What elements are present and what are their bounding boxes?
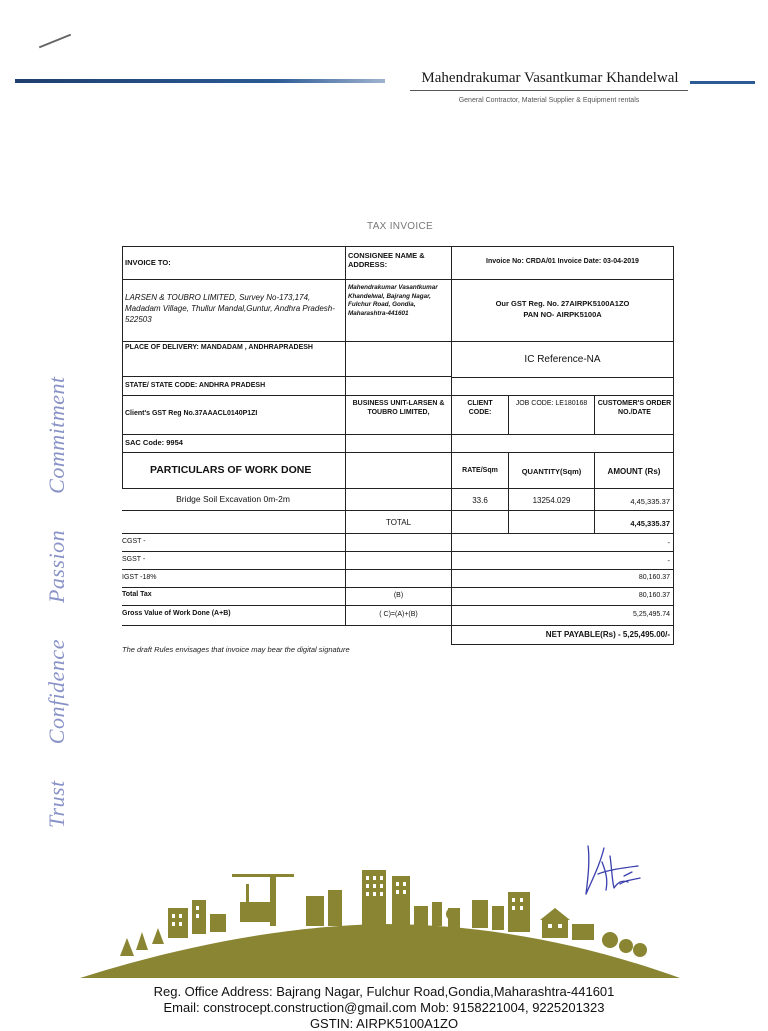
ic-reference: IC Reference-NA (524, 354, 601, 365)
value-passion: Passion (44, 529, 69, 604)
invoice-number-date: Invoice No: CRDA/01 Invoice Date: 03-04-2019 (486, 258, 639, 265)
igst-label: IGST -18% (122, 574, 157, 581)
footnote: The draft Rules envisages that invoice may bear the digital signature (122, 645, 350, 654)
gross-value-code: ( C)=(A)+(B) (379, 611, 418, 618)
contact-details: Email: constrocept.construction@gmail.com Mob: 9158221004, 9225201323 (163, 1000, 605, 1015)
sac-code: SAC Code: 9954 (125, 438, 183, 447)
value-commitment: Commitment (44, 376, 69, 494)
company-tagline: General Contractor, Material Supplier & Equipment rentals (458, 97, 640, 104)
cgst-value: - (667, 538, 670, 547)
gstin: GSTIN: AIRPK5100A1ZO (309, 1016, 459, 1031)
business-unit: BUSINESS UNIT-LARSEN & TOUBRO LIMITED, (352, 400, 445, 416)
invoice-table (122, 246, 674, 646)
values-watermark (44, 346, 70, 828)
item-amount: 4,45,335.37 (630, 497, 670, 506)
consignee-address: Mahendrakumar Vasantkumar Khandelwal, Bajrang Nagar, Fulchur Road, Gondia, Maharashtra-441601 (348, 284, 438, 317)
header-rule-right (690, 81, 755, 84)
company-name: Mahendrakumar Vasantkumar Khandelwal (421, 70, 679, 86)
total-tax-value: 80,160.37 (638, 592, 670, 599)
company-underline (410, 90, 688, 91)
our-gst-number: Our GST Reg. No. 27AIRPK5100A1ZO (495, 299, 630, 308)
gross-value-label: Gross Value of Work Done (A+B) (122, 610, 231, 617)
value-confidence: Confidence (44, 639, 69, 745)
office-address: Reg. Office Address: Bajrang Nagar, Fulchur Road,Gondia,Maharashtra-441601 (153, 984, 615, 999)
customer-order-label: CUSTOMER'S ORDER NO./DATE (597, 400, 672, 416)
particulars-header: PARTICULARS OF WORK DONE (150, 464, 312, 476)
client-code-label: CLIENT CODE: (467, 400, 493, 416)
client-gst-number: Client's GST Reg No.37AAACL0140P1ZI (125, 410, 258, 417)
quantity-header: QUANTITY(Sqm) (521, 467, 582, 476)
total-label: TOTAL (385, 518, 412, 527)
client-address: LARSEN & TOUBRO LIMITED, Survey No-173,174, Madadam Village, Thullur Mandal,Guntur, Andhra Pradesh-522503 (125, 293, 335, 325)
total-tax-code: (B) (393, 592, 404, 599)
item-rate: 33.6 (472, 496, 488, 505)
sgst-value: - (667, 556, 670, 565)
consignee-label: CONSIGNEE NAME & ADDRESS: (348, 251, 425, 270)
document-title: TAX INVOICE (367, 221, 433, 232)
place-of-delivery: PLACE OF DELIVERY: MANDADAM , ANDHRAPRADESH (125, 344, 313, 351)
pan-number: PAN NO- AIRPK5100A (523, 310, 602, 319)
rate-header: RATE/Sqm (462, 467, 498, 474)
invoice-to-label: INVOICE TO: (125, 258, 171, 267)
net-payable: NET PAYABLE(Rs) - 5,25,495.00/- (545, 630, 670, 639)
gross-value-amount: 5,25,495.74 (633, 611, 670, 618)
amount-header: AMOUNT (Rs) (607, 467, 661, 476)
job-code: JOB CODE: LE180168 (515, 400, 588, 407)
igst-value: 80,160.37 (638, 574, 670, 581)
value-trust: Trust (44, 780, 69, 828)
pen-mark (39, 34, 71, 49)
sgst-label: SGST - (122, 556, 146, 563)
state-code: STATE/ STATE CODE: ANDHRA PRADESH (125, 382, 266, 389)
header-rule-left (15, 79, 385, 83)
item-description: Bridge Soil Excavation 0m-2m (176, 494, 290, 504)
total-amount: 4,45,335.37 (630, 519, 670, 528)
item-quantity: 13254.029 (532, 496, 571, 505)
total-tax-label: Total Tax (122, 591, 152, 598)
skyline-graphic (80, 862, 680, 980)
cgst-label: CGST - (122, 538, 146, 545)
